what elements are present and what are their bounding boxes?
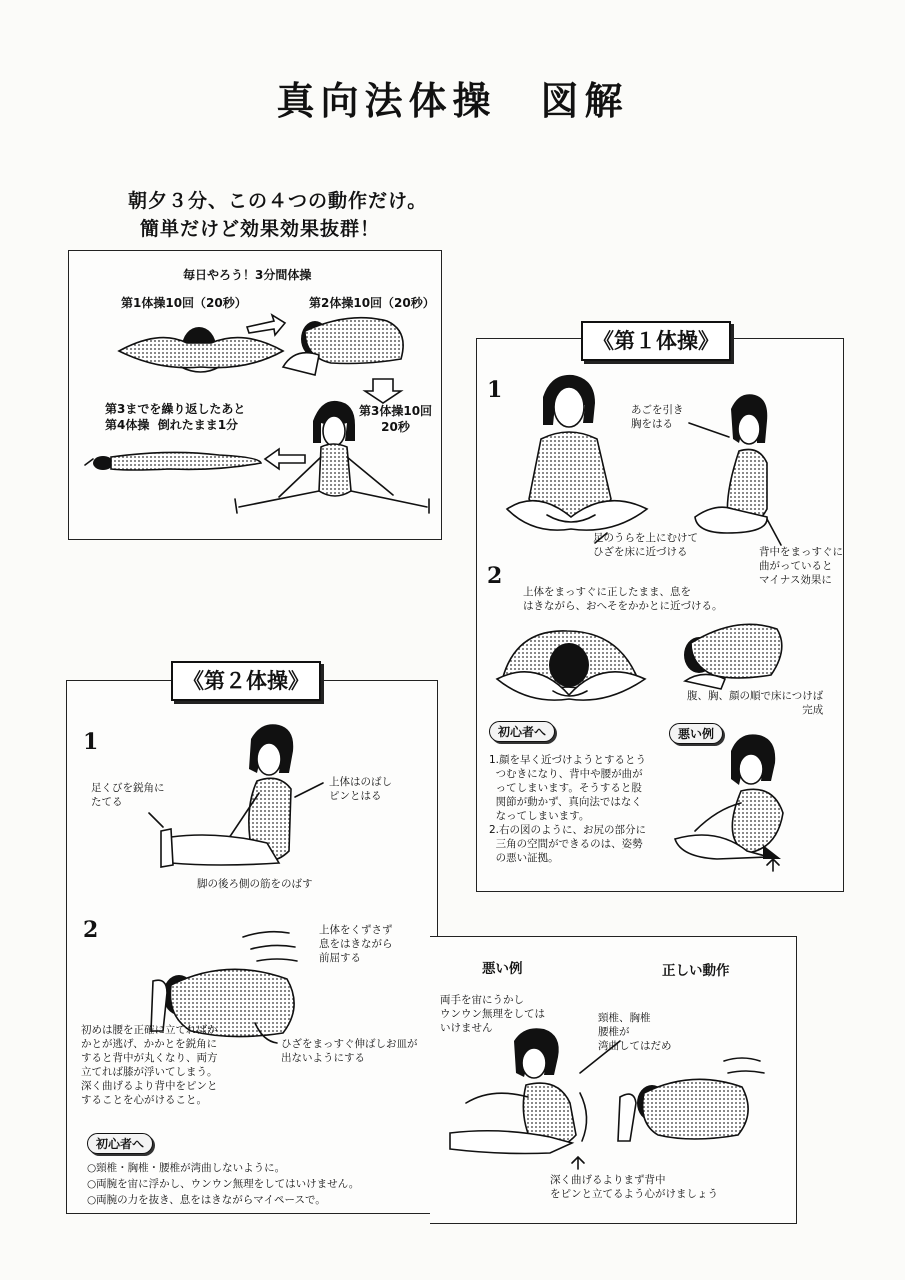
tip-3: ○両腕の力を抜き、息をはきながらマイペースで。	[87, 1194, 326, 1206]
arrow-up-bad	[572, 1157, 584, 1169]
knee-caption: ひざをまっすぐ伸ばしお皿が 出ないようにする	[281, 1038, 418, 1064]
arrow-ankle	[149, 813, 163, 827]
tagline-line-2: 簡単だけど効果効果抜群！	[140, 218, 381, 240]
spine-caption: 頸椎、胸椎 腰椎が 湾曲してはだめ	[598, 1012, 672, 1052]
step-1-seated-side-figure	[695, 394, 767, 533]
back-warning-caption: 背中をまっすぐに 曲がっていると マイナス効果に	[759, 546, 843, 586]
exercise-2-label: 第2体操10回（20秒）	[309, 296, 435, 310]
section-2-step-2-number: 2	[83, 917, 99, 943]
section-1-step-1-number: 1	[487, 377, 503, 403]
good-example-figure	[618, 1058, 764, 1141]
bad-example-label: 悪い例	[482, 961, 523, 977]
exercise-4-label: 第3までを繰り返したあと 第4体操 倒れたまま1分	[105, 402, 246, 432]
step-1-long-sit-figure	[161, 724, 293, 867]
exercise-1-figure	[119, 327, 283, 372]
bad-example-figure	[450, 1028, 587, 1153]
deep-bend-caption: 深く曲げるよりまず背中 をピンと立てるよう心がけましょう	[550, 1174, 718, 1200]
tip-1: ○頸椎・胸椎・腰椎が湾曲しないように。	[87, 1162, 286, 1174]
section-2-note: 初めは腰を正確に立てればか かとが逃げ、かかとを鋭角に すると背中が丸くなり、両方 立てれば膝が浮いてしまう。 深く曲げるより背中をピンと することを心がけること。	[81, 1024, 218, 1106]
exercise-3-label: 第3体操10回 20秒	[359, 404, 433, 434]
correct-motion-label: 正しい動作	[662, 963, 730, 979]
step-1-seated-front-figure	[507, 375, 647, 530]
beginner-notes-1: 1.顔を早く近づけようとするとう つむきになり、背中や腰が曲が ってしまいます。そうすると股 関節が動かず、真向法ではなく なってしまいます。 2.右の図のように、お尻の部分に 三角の空間ができるのは、姿勢 の悪い証拠。	[489, 754, 647, 864]
forward-bend-caption: 上体をくずさず 息をはきながら 前屈する	[319, 924, 393, 964]
ankle-caption: 足くびを鋭角に たてる	[91, 782, 165, 808]
upper-body-caption: 上体はのばし ピンとはる	[329, 776, 392, 802]
chin-caption: あごを引き 胸をはる	[631, 404, 684, 430]
section-2-step-1-number: 1	[83, 729, 99, 755]
section-2-box	[66, 669, 438, 1214]
step-2-instructions: 上体をまっすぐに正したまま、息を はきながら、おへそをかかとに近づける。	[523, 586, 723, 612]
page-title: 真向法体操 図解	[276, 78, 629, 123]
tip-2: ○両腕を宙に浮かし、ウンウン無理をしてはいけません。	[87, 1178, 360, 1190]
section-2-header: 《第２体操》	[171, 661, 321, 701]
exercise-1-label: 第1体操10回（20秒）	[121, 296, 247, 310]
tagline-line-1: 朝夕３分、この４つの動作だけ。	[128, 190, 428, 212]
bad-example-badge: 悪い例	[669, 723, 723, 744]
arrow-left-icon	[265, 449, 305, 469]
overview-heading: 毎日やろう！3分間体操	[183, 268, 312, 282]
arrow-down-icon	[365, 379, 401, 403]
comparison-box	[430, 936, 797, 1224]
exercise-4-figure	[85, 452, 261, 470]
bad-posture-figure	[675, 734, 783, 871]
arrow-chin	[689, 423, 729, 437]
arrow-right-icon	[247, 315, 285, 335]
completion-caption: 腹、胸、顔の順で床につけば 完成	[687, 690, 824, 716]
section-1-header: 《第１体操》	[581, 321, 731, 361]
beginner-badge-1: 初心者へ	[489, 721, 555, 742]
section-1-box	[476, 329, 844, 892]
overview-box	[68, 250, 442, 540]
step-2-forward-bend-front-figure	[497, 631, 645, 700]
arms-caption: 両手を宙にうかし ウンウン無理をしては いけません	[440, 994, 545, 1034]
section-1-step-2-number: 2	[487, 563, 503, 589]
arrow-upper-body	[295, 783, 323, 797]
arrow-back	[767, 519, 781, 545]
hamstring-caption: 脚の後ろ側の筋をのばす	[197, 878, 313, 890]
exercise-2-figure	[283, 318, 403, 375]
feet-caption: 足のうらを上にむけて ひざを床に近づける	[593, 532, 698, 558]
step-2-forward-bend-side-figure	[684, 624, 782, 689]
step-2-forward-bend-figure	[151, 932, 297, 1037]
beginner-badge-2: 初心者へ	[87, 1133, 153, 1154]
